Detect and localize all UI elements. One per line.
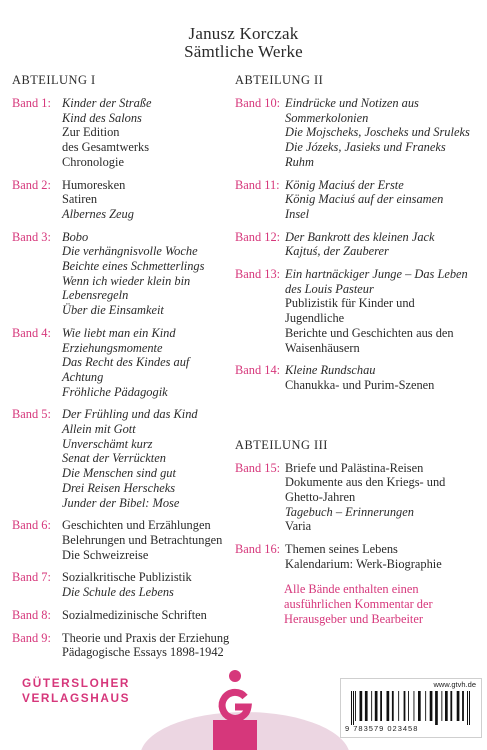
- volume-title-line: Die Schweizreise: [62, 547, 149, 562]
- section-heading: ABTEILUNG III: [235, 437, 328, 452]
- barcode-bar: [414, 691, 415, 721]
- volume-entry: [12, 407, 234, 510]
- publisher-wordmark: [22, 676, 172, 706]
- volume-title-line: Wie liebt man ein Kind: [62, 325, 176, 340]
- publisher-logo-icon: [211, 670, 259, 750]
- barcode-bar: [418, 691, 421, 721]
- volume-label: Band 5:: [12, 407, 51, 422]
- barcode-bar: [467, 691, 468, 725]
- barcode-bar: [398, 691, 399, 721]
- isbn-number: 9 783579 023458: [345, 724, 419, 733]
- volume-title-line: Über die Einsamkeit: [62, 303, 164, 318]
- barcode-bar: [425, 691, 426, 721]
- volume-title-line: Kajtuś, der Zauberer: [285, 244, 389, 259]
- volume-entry: [12, 570, 234, 599]
- volume-label: Band 7:: [12, 570, 51, 585]
- barcode-bar: [353, 691, 354, 725]
- barcode-bar: [408, 691, 409, 721]
- barcode-bar: [430, 691, 433, 721]
- volume-title-line: Zur Edition: [62, 125, 120, 140]
- volume-title-line: des Gesamtwerks: [62, 140, 150, 155]
- volume-label: Band 16:: [235, 542, 281, 557]
- author-name: Janusz Korczak: [188, 24, 299, 43]
- volume-title-line: Die Mojscheks, Joscheks und Sruleks: [285, 125, 470, 140]
- volume-title-line: Beichte eines Schmetterlings: [62, 259, 205, 274]
- volume-label: Band 15:: [235, 460, 281, 475]
- commentary-note: Alle Bände enthalten einen ausführlichen Kommentar der Herausgeber und Bearbeiter: [284, 582, 433, 626]
- volume-title-line: Geschichten und Erzählungen: [62, 518, 211, 533]
- volume-label: Band 1:: [12, 96, 51, 110]
- volume-title-line: Waisenhäusern: [285, 340, 360, 355]
- volume-label: Band 10:: [235, 96, 281, 110]
- barcode-bar: [462, 691, 464, 721]
- volume-title-line: Achtung: [62, 369, 104, 384]
- volume-entry: [235, 542, 475, 571]
- volume-title-line: Albernes Zeug: [62, 206, 134, 221]
- volume-title-line: Insel: [285, 206, 310, 221]
- volume-title-line: Die Menschen sind gut: [62, 466, 176, 481]
- volume-title-line: König Maciuś der Erste: [285, 177, 404, 192]
- barcode-bar: [365, 691, 368, 721]
- barcode-bar: [392, 691, 394, 721]
- volume-label: Band 9:: [12, 630, 51, 645]
- left-volume-column: [12, 73, 234, 668]
- volume-title-line: Publizistik für Kinder und: [285, 296, 415, 311]
- volume-label: Band 3:: [12, 229, 51, 244]
- volume-entry: [12, 96, 234, 170]
- barcode-bar: [387, 691, 390, 721]
- volume-title-line: Ruhm: [285, 154, 314, 169]
- volume-title-line: Das Recht des Kindes auf: [62, 355, 190, 370]
- barcode-bar: [351, 691, 352, 725]
- barcode-bar: [355, 691, 356, 721]
- volume-entry: [235, 230, 475, 259]
- barcode-bar: [450, 691, 452, 721]
- volume-title-line: Jugendliche: [285, 311, 345, 326]
- volume-title-line: Wenn ich wieder klein bin: [62, 273, 191, 288]
- volume-entry: [12, 518, 234, 562]
- volume-title-line: Themen seines Lebens: [285, 542, 398, 557]
- volume-title-line: Die Józeks, Jasieks und Franeks: [285, 140, 446, 155]
- volume-label: Band 2:: [12, 177, 51, 192]
- barcode-bar: [435, 691, 438, 725]
- volume-title-line: König Maciuś auf der einsamen: [285, 192, 444, 207]
- volume-entry: [12, 631, 234, 660]
- volume-title-line: Pädagogische Essays 1898-1942: [62, 645, 224, 660]
- volume-title-line: Satiren: [62, 192, 98, 207]
- barcode-bar: [360, 691, 363, 721]
- volume-title-line: Chanukka- und Purim-Szenen: [285, 377, 435, 392]
- series-title: Sämtliche Werke: [184, 42, 303, 61]
- volume-label: Band 12:: [235, 229, 281, 244]
- volume-entry: [12, 178, 234, 222]
- volume-title-line: Die Schule des Lebens: [62, 585, 174, 600]
- publisher-line-2: VERLAGSHAUS: [22, 691, 131, 705]
- volume-entry: [235, 178, 475, 222]
- volume-title-line: Humoresken: [62, 177, 126, 192]
- volume-title-line: Eindrücke und Notizen aus: [285, 96, 419, 110]
- volume-title-line: Tagebuch – Erinnerungen: [285, 504, 414, 519]
- volume-entry: [235, 363, 475, 392]
- volume-title-line: Lebensregeln: [62, 288, 129, 303]
- section-heading: ABTEILUNG I: [12, 73, 96, 87]
- volume-title-line: Kleine Rundschau: [285, 363, 376, 378]
- volume-title-line: Der Bankrott des kleinen Jack: [285, 229, 435, 244]
- volume-label: Band 8:: [12, 607, 51, 622]
- barcode-bar: [371, 691, 372, 721]
- barcode-bar: [457, 691, 460, 721]
- volume-title-line: Belehrungen und Betrachtungen: [62, 532, 223, 547]
- volume-title-line: des Louis Pasteur: [285, 281, 374, 296]
- barcode-bar: [404, 691, 406, 721]
- volume-title-line: Kind des Salons: [62, 110, 142, 125]
- volume-title-line: Die verhängnisvolle Woche: [62, 244, 198, 259]
- volume-entry: [235, 461, 475, 535]
- volume-title-line: Sozialkritische Publizistik: [62, 570, 192, 585]
- volume-title-line: Unverschämt kurz: [62, 436, 153, 451]
- volume-entry: [235, 96, 475, 170]
- volume-title-line: Dokumente aus den Kriegs- und: [285, 475, 446, 490]
- volume-title-line: Erziehungsmomente: [62, 340, 163, 355]
- volume-entry: [235, 267, 475, 355]
- volume-entry: [12, 608, 234, 623]
- volume-title-line: Sommerkolonien: [285, 110, 369, 125]
- barcode-label: [340, 678, 482, 738]
- publisher-url: www.gtvh.de: [433, 680, 476, 689]
- publisher-line-1: GÜTERSLOHER: [22, 676, 131, 690]
- volume-label: Band 14:: [235, 363, 281, 378]
- volume-label: Band 6:: [12, 518, 51, 533]
- volume-label: Band 13:: [235, 267, 281, 282]
- right-volume-column: [235, 73, 475, 580]
- volume-title-line: Briefe und Palästina-Reisen: [285, 460, 424, 475]
- volume-title-line: Fröhliche Pädagogik: [62, 384, 168, 399]
- barcode: [349, 691, 473, 725]
- volume-label: Band 11:: [235, 177, 280, 192]
- volume-title-line: Senat der Verrückten: [62, 451, 166, 466]
- volume-title-line: Der Frühling und das Kind: [62, 407, 198, 422]
- volume-title-line: Drei Reisen Herscheks: [62, 480, 176, 495]
- volume-title-line: Ein hartnäckiger Junge – Das Leben: [285, 267, 468, 282]
- barcode-bar: [375, 691, 378, 721]
- volume-title-line: Chronologie: [62, 154, 124, 169]
- barcode-bar: [445, 691, 448, 721]
- barcode-bar: [441, 691, 442, 721]
- volume-title-line: Ghetto-Jahren: [285, 490, 356, 505]
- barcode-bar: [469, 691, 470, 725]
- volume-entry: [12, 326, 234, 400]
- volume-title-line: Theorie und Praxis der Erziehung: [62, 630, 230, 645]
- volume-title-line: Bobo: [62, 229, 89, 244]
- volume-title-line: Berichte und Geschichten aus den: [285, 325, 454, 340]
- section-heading: ABTEILUNG II: [235, 73, 324, 87]
- barcode-bar: [380, 691, 382, 721]
- volume-title-line: Kinder der Straße: [62, 96, 152, 110]
- volume-title-line: Varia: [285, 519, 312, 534]
- volume-title-line: Junder der Bibel: Mose: [62, 495, 180, 510]
- volume-title-line: Allein mit Gott: [62, 422, 136, 437]
- volume-label: Band 4:: [12, 325, 51, 340]
- volume-title-line: Sozialmedizinische Schriften: [62, 607, 207, 622]
- volume-title-line: Kalendarium: Werk-Biographie: [285, 556, 442, 571]
- volume-entry: [12, 230, 234, 318]
